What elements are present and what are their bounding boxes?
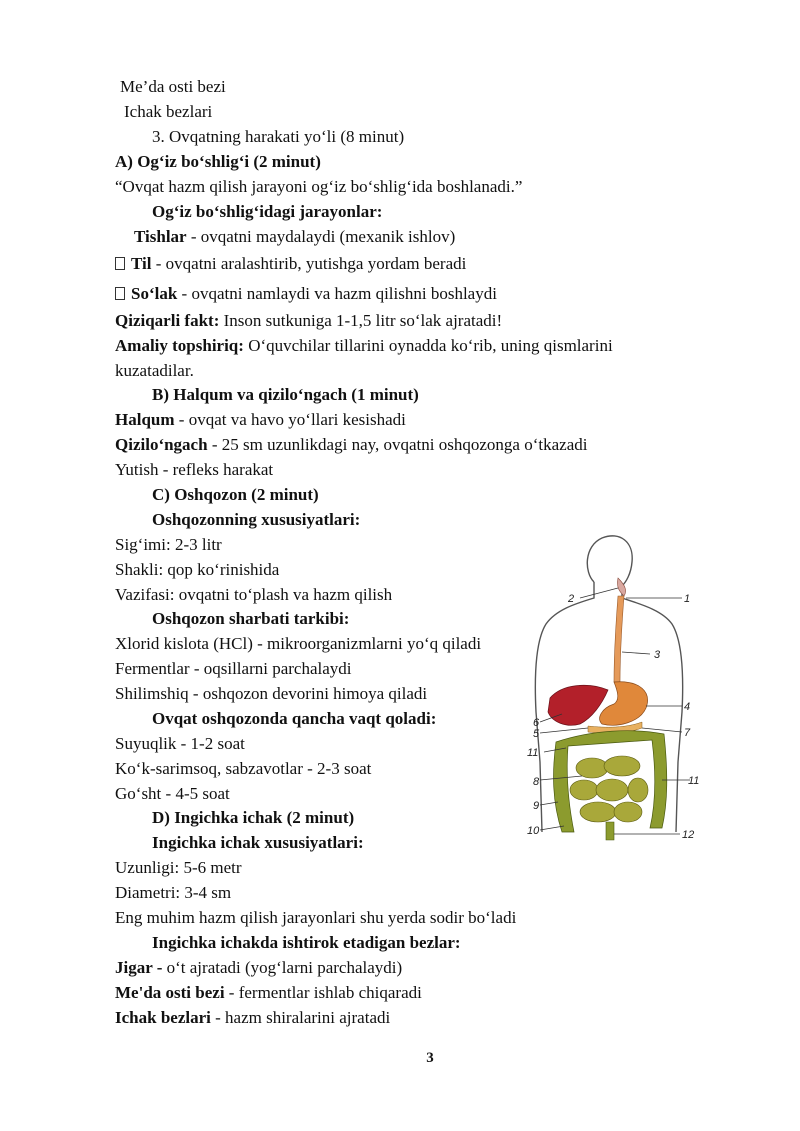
list-item xyxy=(115,253,466,275)
term: Jigar - xyxy=(115,958,163,977)
text-line: Ichak bezlari xyxy=(124,102,213,121)
subsection-heading: C) Oshqozon (2 minut) xyxy=(152,485,319,504)
text-line: Shilimshiq - oshqozon devorini himoya qiladi xyxy=(115,684,428,703)
list-item xyxy=(115,1007,390,1029)
list-item xyxy=(115,982,422,1004)
list-heading: Ingichka ichak xususiyatlari: xyxy=(152,833,364,852)
callout-label: 8 xyxy=(533,776,540,788)
term: Qiziqarli fakt: xyxy=(115,311,220,330)
callout-label: 9 xyxy=(533,800,540,812)
term: Til xyxy=(131,254,152,273)
list-heading: Ingichka ichakda ishtirok etadigan bezlar: xyxy=(152,933,461,952)
callout-label: 1 xyxy=(684,593,691,605)
callout-label: 6 xyxy=(533,717,540,729)
term: So‘lak xyxy=(131,284,178,303)
text-line: Go‘sht - 4-5 soat xyxy=(115,784,230,803)
task-line xyxy=(115,335,613,357)
definition: O‘quvchilar tillarini oynadda ko‘rib, uning qismlarini xyxy=(243,336,613,355)
text-line: Diametri: 3-4 sm xyxy=(115,883,232,902)
text-line: Sig‘imi: 2-3 litr xyxy=(115,535,222,554)
callout-label: 3 xyxy=(654,649,661,661)
mouth-shape xyxy=(617,578,625,596)
list-item xyxy=(134,226,455,248)
page-number: 3 xyxy=(426,1050,434,1066)
text-line: Vazifasi: ovqatni to‘plash va hazm qilish xyxy=(115,585,393,604)
definition: - ovqat va havo yo‘llari kesishadi xyxy=(174,410,406,429)
definition: - ovqatni namlaydi va hazm qilishni boshlaydi xyxy=(177,284,497,303)
list-item xyxy=(115,283,497,305)
text-line: kuzatadilar. xyxy=(115,361,194,380)
callout-label: 11 xyxy=(527,747,539,759)
term: Ichak bezlari xyxy=(115,1008,211,1027)
text-line: Fermentlar - oqsillarni parchalaydi xyxy=(115,659,352,678)
list-heading: Oshqozonning xususiyatlari: xyxy=(152,510,361,529)
term: Me'da osti bezi xyxy=(115,983,225,1002)
liver-shape xyxy=(548,685,608,725)
definition: o‘t ajratadi (yog‘larni parchalaydi) xyxy=(162,958,403,977)
text-line: Xlorid kislota (HCl) - mikroorganizmlarni yo‘q qiladi xyxy=(115,634,482,653)
term: Tishlar xyxy=(134,227,187,246)
definition: - hazm shiralarini ajratadi xyxy=(210,1008,391,1027)
term: Qizilo‘ngach xyxy=(115,435,208,454)
digestive-system-figure xyxy=(522,532,702,847)
small-intestine-coils xyxy=(570,756,648,822)
definition: - ovqatni maydalaydi (mexanik ishlov) xyxy=(186,227,456,246)
missing-glyph-icon xyxy=(115,287,125,300)
term: Halqum xyxy=(115,410,175,429)
callout-label: 10 xyxy=(527,825,540,837)
list-heading: Oshqozon sharbati tarkibi: xyxy=(152,609,350,628)
definition: - 25 sm uzunlikdagi nay, ovqatni oshqozonga o‘tkazadi xyxy=(207,435,588,454)
subsection-heading: A) Og‘iz bo‘shlig‘i (2 minut) xyxy=(115,152,321,171)
missing-glyph-icon xyxy=(115,257,125,270)
fact-line xyxy=(115,310,502,332)
subsection-heading: B) Halqum va qizilo‘ngach (1 minut) xyxy=(152,385,419,404)
text-line: Uzunligi: 5-6 metr xyxy=(115,858,242,877)
text-line: Yutish - refleks harakat xyxy=(115,460,274,479)
term: Amaliy topshiriq: xyxy=(115,336,244,355)
text-line: Me’da osti bezi xyxy=(120,77,226,96)
text-line: Shakli: qop ko‘rinishida xyxy=(115,560,280,579)
quote-line: “Ovqat hazm qilish jarayoni og‘iz bo‘shlig‘ida boshlanadi.” xyxy=(115,177,523,196)
list-item xyxy=(115,434,587,456)
text-line: Eng muhim hazm qilish jarayonlari shu yerda sodir bo‘ladi xyxy=(115,908,517,927)
callout-label: 4 xyxy=(684,701,691,713)
list-item xyxy=(115,957,402,979)
list-heading: Og‘iz bo‘shlig‘idagi jarayonlar: xyxy=(152,202,383,221)
callout-label: 5 xyxy=(533,728,540,740)
leader-line-5 xyxy=(540,728,588,733)
definition: - ovqatni aralashtirib, yutishga yordam beradi xyxy=(151,254,467,273)
text-line: Suyuqlik - 1-2 soat xyxy=(115,734,245,753)
leader-line-2 xyxy=(580,588,618,598)
esophagus-shape xyxy=(614,596,624,682)
text-line: Ko‘k-sarimsoq, sabzavotlar - 2-3 soat xyxy=(115,759,372,778)
definition: Inson sutkuniga 1-1,5 litr so‘lak ajratadi! xyxy=(219,311,503,330)
subsection-heading: D) Ingichka ichak (2 minut) xyxy=(152,808,355,827)
callout-label: 2 xyxy=(568,593,575,605)
leader-line-3 xyxy=(622,652,650,654)
callout-label: 11 xyxy=(688,775,700,787)
stomach-shape xyxy=(600,682,648,725)
section-heading: 3. Ovqatning harakati yo‘li (8 minut) xyxy=(152,127,405,146)
definition: - fermentlar ishlab chiqaradi xyxy=(224,983,422,1002)
list-heading: Ovqat oshqozonda qancha vaqt qoladi: xyxy=(152,709,437,728)
callout-label: 7 xyxy=(684,727,691,739)
list-item xyxy=(115,409,406,431)
callout-label: 12 xyxy=(682,829,695,841)
rectum-shape xyxy=(606,822,614,840)
